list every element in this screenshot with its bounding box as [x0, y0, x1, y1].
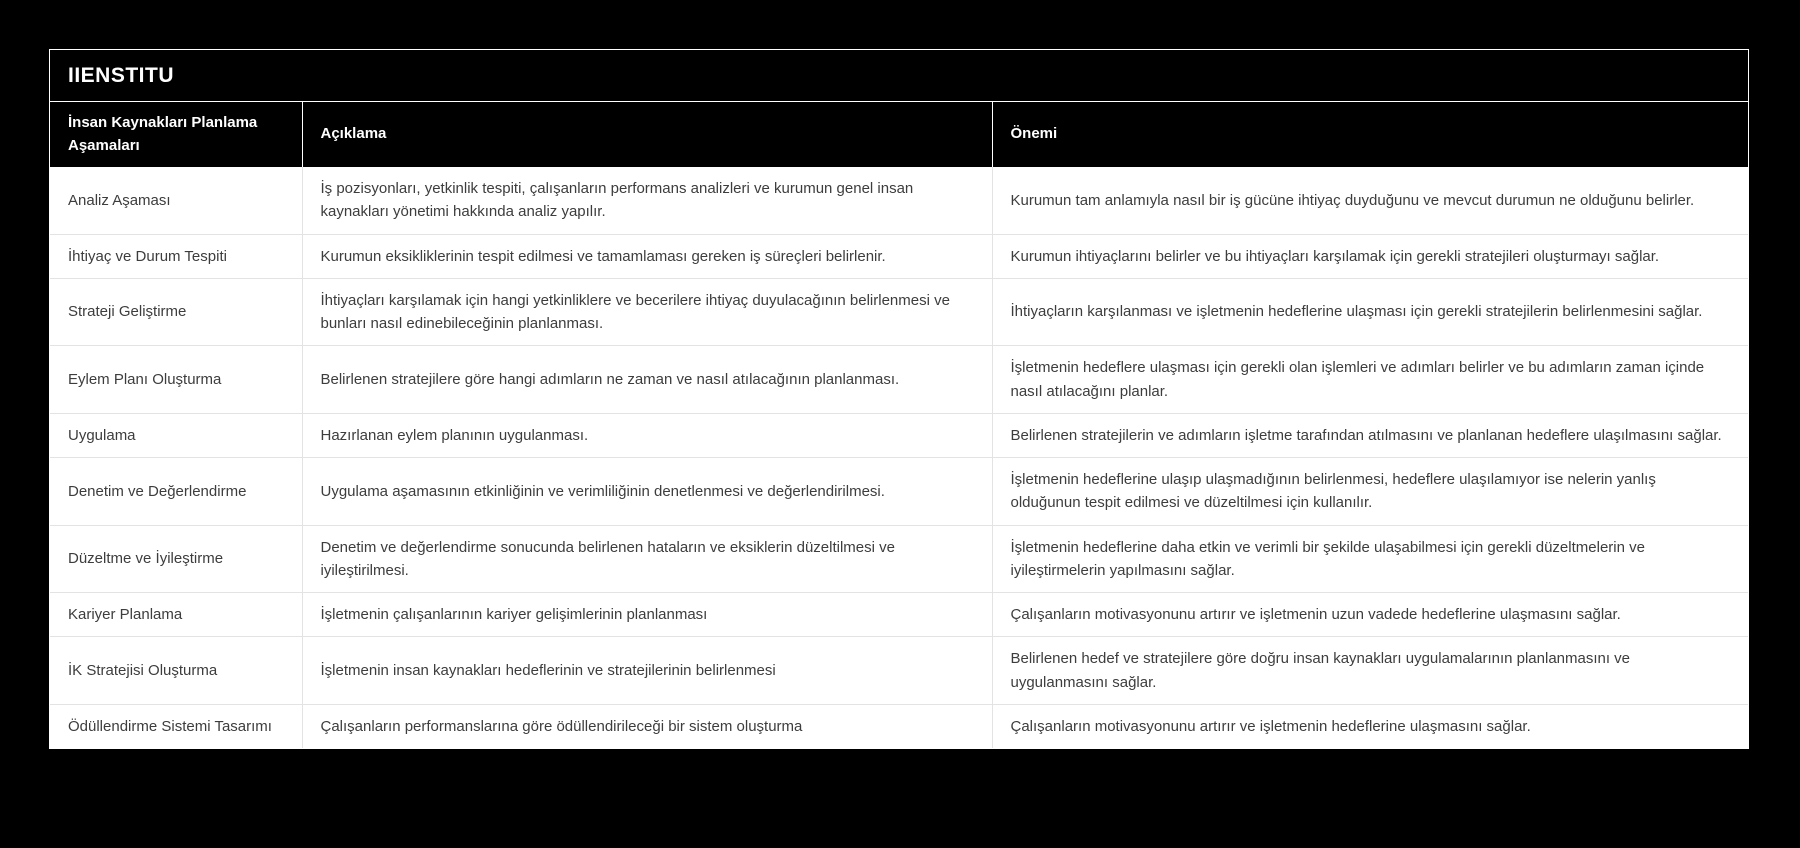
cell-description: Denetim ve değerlendirme sonucunda belirlenen hataların ve eksiklerin düzeltilmesi ve iyileştirilmesi.: [302, 525, 992, 593]
cell-stage: Uygulama: [50, 413, 302, 457]
cell-stage: Strateji Geliştirme: [50, 278, 302, 346]
brand-bar: [50, 50, 1748, 102]
cell-importance: Kurumun tam anlamıyla nasıl bir iş gücüne ihtiyaç duyduğunu ve mevcut durumun ne olduğunu belirler.: [992, 167, 1748, 234]
cell-stage: İK Stratejisi Oluşturma: [50, 637, 302, 705]
brand-logo-text: IIENSTITU: [68, 63, 175, 87]
cell-importance: Çalışanların motivasyonunu artırır ve işletmenin hedeflerine ulaşmasını sağlar.: [992, 704, 1748, 748]
cell-description: İş pozisyonları, yetkinlik tespiti, çalışanların performans analizleri ve kurumun genel insan kaynakları yönetimi hakkında analiz yapılır.: [302, 167, 992, 234]
cell-importance: İşletmenin hedeflerine daha etkin ve verimli bir şekilde ulaşabilmesi için gerekli düzeltmelerin ve iyileştirmelerin yapılmasını sağlar.: [992, 525, 1748, 593]
hr-planning-table: [50, 102, 1748, 748]
cell-description: Hazırlanan eylem planının uygulanması.: [302, 413, 992, 457]
column-header-stage: İnsan Kaynakları Planlama Aşamaları: [50, 102, 302, 167]
table-row: [50, 167, 1748, 234]
cell-stage: Denetim ve Değerlendirme: [50, 458, 302, 526]
table-row: [50, 525, 1748, 593]
cell-importance: Kurumun ihtiyaçlarını belirler ve bu ihtiyaçları karşılamak için gerekli stratejileri oluşturmayı sağlar.: [992, 234, 1748, 278]
cell-description: İhtiyaçları karşılamak için hangi yetkinliklere ve becerilere ihtiyaç duyulacağının belirlenmesi ve bunları nasıl edinebileceğinin planlanması.: [302, 278, 992, 346]
cell-stage: Eylem Planı Oluşturma: [50, 346, 302, 414]
table-row: [50, 234, 1748, 278]
cell-description: Kurumun eksikliklerinin tespit edilmesi ve tamamlaması gereken iş süreçleri belirlenir.: [302, 234, 992, 278]
table-row: [50, 458, 1748, 526]
hr-planning-panel: [49, 49, 1749, 749]
header-row: [50, 102, 1748, 167]
cell-importance: İşletmenin hedeflerine ulaşıp ulaşmadığının belirlenmesi, hedeflere ulaşılamıyor ise nelerin yanlış olduğunun tespit edilmesi ve düzeltilmesi için kullanılır.: [992, 458, 1748, 526]
cell-stage: Analiz Aşaması: [50, 167, 302, 234]
cell-description: İşletmenin çalışanlarının kariyer gelişimlerinin planlanması: [302, 593, 992, 637]
cell-stage: Düzeltme ve İyileştirme: [50, 525, 302, 593]
cell-description: İşletmenin insan kaynakları hedeflerinin ve stratejilerinin belirlenmesi: [302, 637, 992, 705]
cell-importance: Çalışanların motivasyonunu artırır ve işletmenin uzun vadede hedeflerine ulaşmasını sağlar.: [992, 593, 1748, 637]
column-header-description: Açıklama: [302, 102, 992, 167]
table-row: [50, 704, 1748, 748]
cell-stage: Ödüllendirme Sistemi Tasarımı: [50, 704, 302, 748]
table-header: [50, 102, 1748, 167]
cell-importance: Belirlenen hedef ve stratejilere göre doğru insan kaynakları uygulamalarının planlanmasını ve uygulanmasını sağlar.: [992, 637, 1748, 705]
cell-importance: Belirlenen stratejilerin ve adımların işletme tarafından atılmasını ve planlanan hedeflere ulaşılmasını sağlar.: [992, 413, 1748, 457]
table-row: [50, 346, 1748, 414]
cell-description: Belirlenen stratejilere göre hangi adımların ne zaman ve nasıl atılacağının planlanması.: [302, 346, 992, 414]
cell-description: Çalışanların performanslarına göre ödüllendirileceği bir sistem oluşturma: [302, 704, 992, 748]
table-row: [50, 278, 1748, 346]
cell-importance: İşletmenin hedeflere ulaşması için gerekli olan işlemleri ve adımları belirler ve bu adımların zaman içinde nasıl atılacağını planlar.: [992, 346, 1748, 414]
column-header-importance: Önemi: [992, 102, 1748, 167]
cell-importance: İhtiyaçların karşılanması ve işletmenin hedeflerine ulaşması için gerekli stratejilerin belirlenmesini sağlar.: [992, 278, 1748, 346]
table-row: [50, 593, 1748, 637]
table-row: [50, 637, 1748, 705]
cell-stage: İhtiyaç ve Durum Tespiti: [50, 234, 302, 278]
table-body: [50, 167, 1748, 748]
cell-description: Uygulama aşamasının etkinliğinin ve verimliliğinin denetlenmesi ve değerlendirilmesi.: [302, 458, 992, 526]
cell-stage: Kariyer Planlama: [50, 593, 302, 637]
table-row: [50, 413, 1748, 457]
